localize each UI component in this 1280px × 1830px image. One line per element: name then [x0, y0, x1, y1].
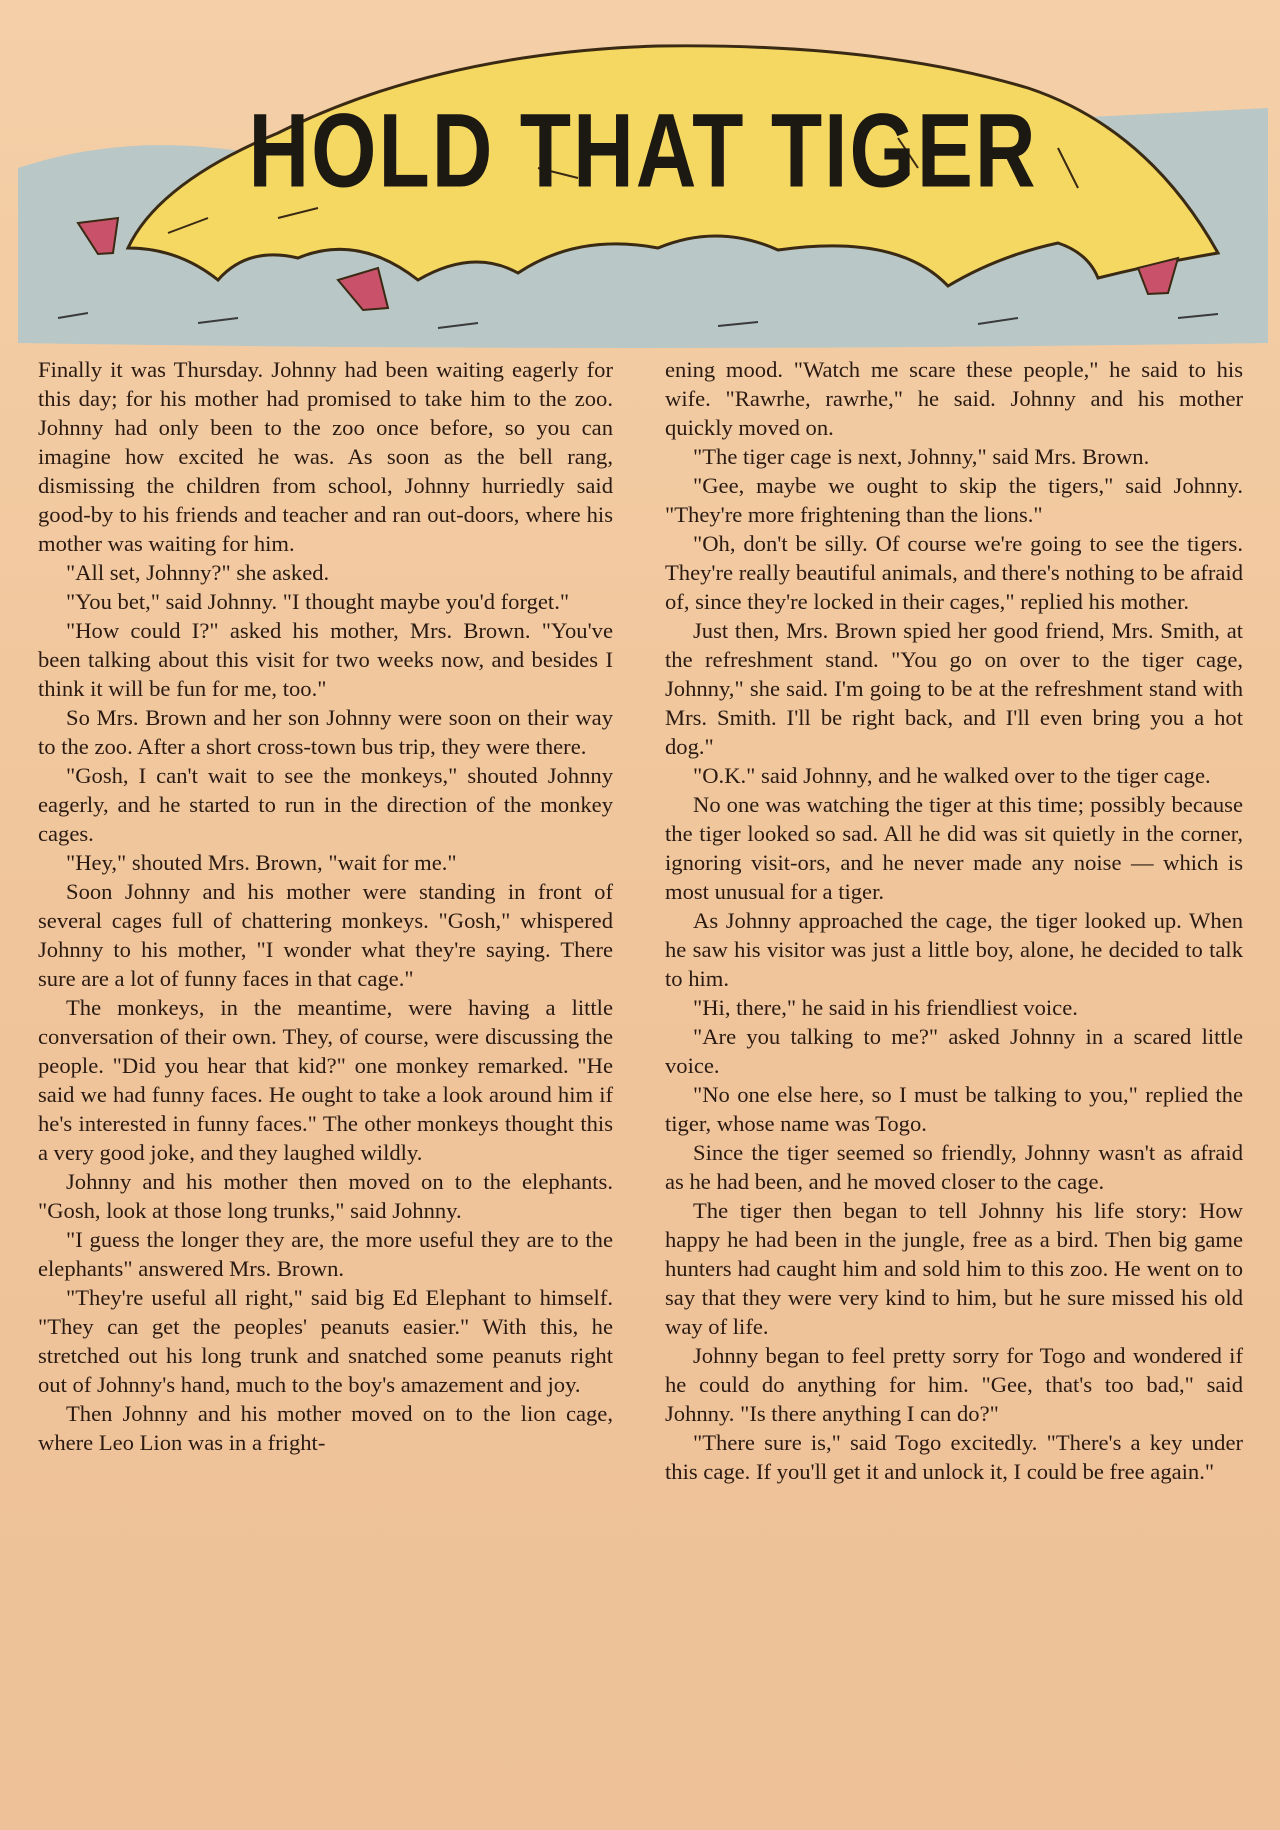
left-text-column: [38, 355, 613, 1457]
paragraph: The tiger then began to tell Johnny his life story: How happy he had been in the jungle, free as a bird. Then big game hunters had caught him and sold him to this zoo. He went on to say that they were very kind to him, but he sure missed his old way of life.: [665, 1198, 1243, 1339]
paragraph: "No one else here, so I must be talking to you," replied the tiger, whose name was Togo.: [665, 1082, 1243, 1136]
paragraph: "How could I?" asked his mother, Mrs. Brown. "You've been talking about this visit for two weeks now, and besides I think it will be fun for me, too.": [38, 618, 613, 701]
paragraph: "O.K." said Johnny, and he walked over to the tiger cage.: [693, 763, 1211, 788]
paragraph: So Mrs. Brown and her son Johnny were soon on their way to the zoo. After a short cross-town bus trip, they were there.: [38, 705, 613, 759]
paragraph: "The tiger cage is next, Johnny," said Mrs. Brown.: [693, 444, 1150, 469]
paragraph: "I guess the longer they are, the more useful they are to the elephants" answered Mrs. Brown.: [38, 1227, 613, 1281]
paragraph: ening mood. "Watch me scare these people," he said to his wife. "Rawrhe, rawrhe," he said. Johnny and his mother quickly moved on.: [665, 357, 1243, 440]
paragraph: "Hi, there," he said in his friendliest voice.: [693, 995, 1078, 1020]
paragraph: "Hey," shouted Mrs. Brown, "wait for me.": [66, 850, 457, 875]
paragraph: "They're useful all right," said big Ed Elephant to himself. "They can get the peoples' peanuts easier." With this, he stretched out his long trunk and snatched some peanuts right out of Johnny's hand, much to the boy's amazement and joy.: [38, 1285, 613, 1397]
paragraph: "Gosh, I can't wait to see the monkeys," shouted Johnny eagerly, and he started to run in the direction of the monkey cages.: [38, 763, 613, 846]
paragraph: "Gee, maybe we ought to skip the tigers," said Johnny. "They're more frightening than the lions.": [665, 473, 1243, 527]
paragraph: "All set, Johnny?" she asked.: [66, 560, 330, 585]
paragraph: "Oh, don't be silly. Of course we're going to see the tigers. They're really beautiful animals, and there's nothing to be afraid of, since they're locked in their cages," replied his mother.: [665, 531, 1243, 614]
paragraph: As Johnny approached the cage, the tiger looked up. When he saw his visitor was just a little boy, alone, he decided to talk to him.: [665, 908, 1243, 991]
paragraph: "There sure is," said Togo excitedly. "There's a key under this cage. If you'll get it and unlock it, I could be free again.": [665, 1430, 1243, 1484]
paragraph: Finally it was Thursday. Johnny had been waiting eagerly for this day; for his mother had promised to take him to the zoo. Johnny had only been to the zoo once before, so you can imagine how excited he was. As soon as the bell rang, dismissing the children from school, Johnny hurriedly said good-by to his friends and teacher and ran out-doors, where his mother was waiting for him.: [38, 357, 613, 556]
paragraph: Johnny and his mother then moved on to the elephants. "Gosh, look at those long trunks," said Johnny.: [38, 1169, 613, 1223]
right-text-column: [665, 355, 1243, 1486]
paragraph: No one was watching the tiger at this time; possibly because the tiger looked so sad. All he did was sit quietly in the corner, ignoring visit-ors, and he never made any noise — which is most unusual for a tiger.: [665, 792, 1243, 904]
paragraph: Since the tiger seemed so friendly, Johnny wasn't as afraid as he had been, and he moved closer to the cage.: [665, 1140, 1243, 1194]
paragraph: Just then, Mrs. Brown spied her good friend, Mrs. Smith, at the refreshment stand. "You go on over to the tiger cage, Johnny," she said. I'm going to be at the refreshment stand with Mrs. Smith. I'll be right back, and I'll even bring you a hot dog.": [665, 618, 1243, 759]
paragraph: Soon Johnny and his mother were standing in front of several cages full of chattering monkeys. "Gosh," whispered Johnny to his mother, "I wonder what they're saying. There sure are a lot of funny faces in that cage.": [38, 879, 613, 991]
paragraph: Then Johnny and his mother moved on to the lion cage, where Leo Lion was in a fright-: [38, 1401, 613, 1455]
title-banner: [18, 18, 1268, 358]
paragraph: Johnny began to feel pretty sorry for Togo and wondered if he could do anything for him. "Gee, that's too bad," said Johnny. "Is there anything I can do?": [665, 1343, 1243, 1426]
paragraph: "Are you talking to me?" asked Johnny in a scared little voice.: [665, 1024, 1243, 1078]
paragraph: "You bet," said Johnny. "I thought maybe you'd forget.": [66, 589, 570, 614]
paragraph: The monkeys, in the meantime, were having a little conversation of their own. They, of course, were discussing the people. "Did you hear that kid?" one monkey remarked. "He said we had funny faces. He ought to take a look around him if he's interested in funny faces." The other monkeys thought this a very good joke, and they laughed wildly.: [38, 995, 613, 1165]
story-title: HOLD THAT TIGER: [248, 91, 1038, 209]
